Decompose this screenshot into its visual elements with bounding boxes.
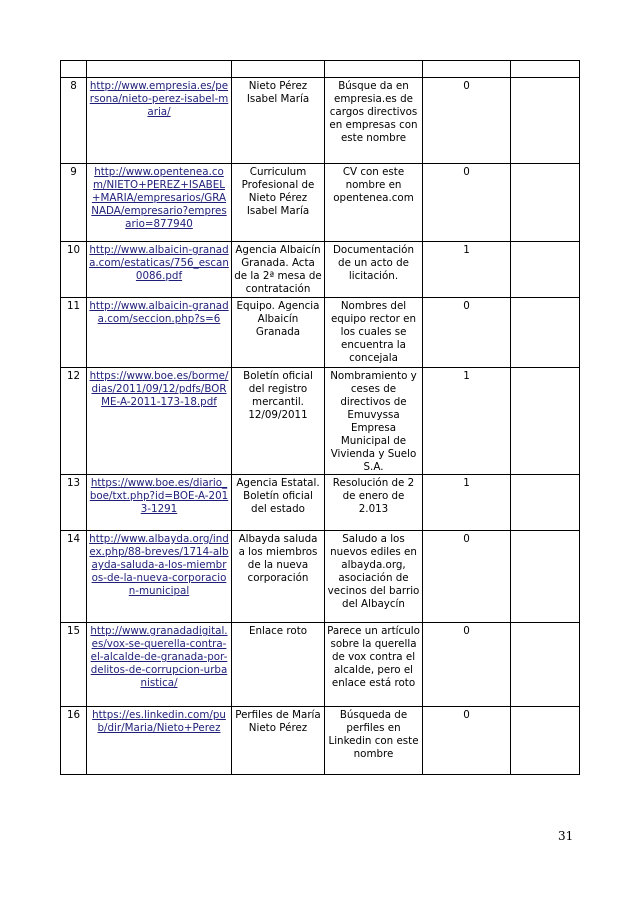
- empty-cell: [511, 368, 580, 475]
- empty-cell: [511, 298, 580, 368]
- empty-cell: [511, 531, 580, 623]
- url-link[interactable]: http://www.albayda.org/index.php/88-breves/1714-albayda-saluda-a-los-miembros-de-la-nueva-corporacion-municipal: [89, 533, 229, 597]
- table-row: [61, 368, 580, 475]
- row-number: 12: [61, 368, 87, 475]
- title-cell: Agencia Estatal. Boletín oficial del estado: [232, 475, 325, 531]
- empty-cell: [511, 78, 580, 164]
- empty-cell: [511, 242, 580, 298]
- table-row: [61, 623, 580, 707]
- title-cell: Curriculum Profesional de Nieto Pérez Isabel María: [232, 164, 325, 242]
- url-link[interactable]: http://www.empresia.es/persona/nieto-perez-isabel-maria/: [89, 80, 229, 118]
- table-row: [61, 242, 580, 298]
- description-cell: Documentación de un acto de licitación.: [325, 242, 423, 298]
- title-cell: Boletín oficial del registro mercantil. 12/09/2011: [232, 368, 325, 475]
- url-link[interactable]: https://es.linkedin.com/pub/dir/Maria/Nieto+Perez: [92, 709, 226, 734]
- url-cell: [87, 242, 232, 298]
- score-cell: 0: [423, 164, 511, 242]
- url-link[interactable]: https://www.boe.es/diario_boe/txt.php?id=BOE-A-2013-1291: [89, 477, 229, 515]
- description-cell: Resolución de 2 de enero de 2.013: [325, 475, 423, 531]
- score-cell: 0: [423, 623, 511, 707]
- title-cell: Agencia Albaicín Granada. Acta de la 2ª mesa de contratación: [232, 242, 325, 298]
- url-cell: [87, 298, 232, 368]
- table-cell: [232, 61, 325, 78]
- title-cell: Enlace roto: [232, 623, 325, 707]
- table-row: [61, 707, 580, 775]
- url-link[interactable]: http://www.granadadigital.es/vox-se-querella-contra-el-alcalde-de-granada-por-delitos-de-corrupcion-urbanistica/: [90, 625, 228, 689]
- score-cell: 1: [423, 368, 511, 475]
- description-cell: Búsqueda de perfiles en Linkedin con este nombre: [325, 707, 423, 775]
- url-cell: [87, 475, 232, 531]
- url-cell: [87, 623, 232, 707]
- title-cell: Equipo. Agencia Albaicín Granada: [232, 298, 325, 368]
- table-cell: [325, 61, 423, 78]
- page-number: 31: [558, 829, 574, 843]
- url-cell: [87, 707, 232, 775]
- row-number: 11: [61, 298, 87, 368]
- url-cell: [87, 78, 232, 164]
- row-number: 15: [61, 623, 87, 707]
- score-cell: 0: [423, 78, 511, 164]
- title-cell: Albayda saluda a los miembros de la nueva corporación: [232, 531, 325, 623]
- url-link[interactable]: http://www.opentenea.com/NIETO+PEREZ+ISABEL+MARIA/empresarios/GRANADA/empresario?empresario=877940: [91, 166, 227, 230]
- url-cell: [87, 368, 232, 475]
- table-row: [61, 531, 580, 623]
- row-number: 10: [61, 242, 87, 298]
- table-row: [61, 475, 580, 531]
- score-cell: 1: [423, 475, 511, 531]
- score-cell: 0: [423, 298, 511, 368]
- url-cell: [87, 164, 232, 242]
- empty-cell: [511, 707, 580, 775]
- results-table: [60, 60, 580, 775]
- description-cell: Saludo a los nuevos ediles en albayda.org, asociación de vecinos del barrio del Albaycín: [325, 531, 423, 623]
- table-row: [61, 298, 580, 368]
- table-cell: [87, 61, 232, 78]
- empty-cell: [511, 164, 580, 242]
- score-cell: 1: [423, 242, 511, 298]
- table-cell: [423, 61, 511, 78]
- row-number: 13: [61, 475, 87, 531]
- row-number: 14: [61, 531, 87, 623]
- description-cell: Búsque da en empresia.es de cargos directivos en empresas con este nombre: [325, 78, 423, 164]
- url-cell: [87, 531, 232, 623]
- description-cell: Nombramiento y ceses de directivos de Emuvyssa Empresa Municipal de Vivienda y Suelo S.A.: [325, 368, 423, 475]
- description-cell: Nombres del equipo rector en los cuales se encuentra la concejala: [325, 298, 423, 368]
- table-cell: [511, 61, 580, 78]
- table-row: [61, 164, 580, 242]
- empty-cell: [511, 475, 580, 531]
- description-cell: Parece un artículo sobre la querella de vox contra el alcalde, pero el enlace está roto: [325, 623, 423, 707]
- score-cell: 0: [423, 707, 511, 775]
- url-link[interactable]: http://www.albaicin-granada.com/seccion.php?s=6: [89, 300, 229, 325]
- table-row-header-remnant: [61, 61, 580, 78]
- score-cell: 0: [423, 531, 511, 623]
- description-cell: CV con este nombre en opentenea.com: [325, 164, 423, 242]
- table-row: [61, 78, 580, 164]
- title-cell: Perfiles de María Nieto Pérez: [232, 707, 325, 775]
- row-number: 16: [61, 707, 87, 775]
- table-cell: [61, 61, 87, 78]
- empty-cell: [511, 623, 580, 707]
- title-cell: Nieto Pérez Isabel María: [232, 78, 325, 164]
- row-number: 9: [61, 164, 87, 242]
- url-link[interactable]: http://www.albaicin-granada.com/estaticas/756_escan0086.pdf: [89, 244, 229, 282]
- row-number: 8: [61, 78, 87, 164]
- url-link[interactable]: https://www.boe.es/borme/dias/2011/09/12/pdfs/BORME-A-2011-173-18.pdf: [89, 370, 229, 408]
